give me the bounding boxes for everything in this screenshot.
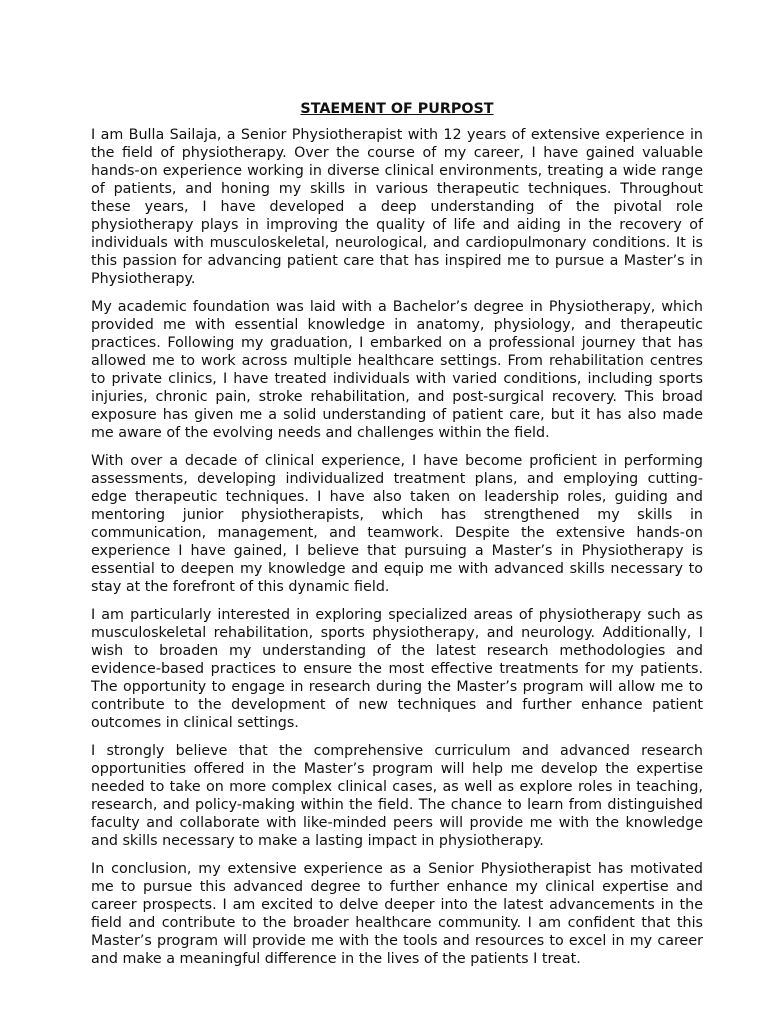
document-title: STAEMENT OF PURPOST: [300, 101, 494, 117]
paragraph-academic-foundation: My academic foundation was laid with a Bachelor’s degree in Physiotherapy, which provided me with essential knowledge in anatomy, physiology, and therapeutic practices. Following my graduation, I embarked on a professional journey that has allowed me to work across multiple healthcare settings. From rehabilitation centres to private clinics, I have treated individuals with varied conditions, including sports injuries, chronic pain, stroke rehabilitation, and post-surgical recovery. This broad exposure has given me a solid understanding of patient care, but it has also made me aware of the evolving needs and challenges within the field.: [91, 299, 703, 441]
paragraph-conclusion: In conclusion, my extensive experience as a Senior Physiotherapist has motivated me to pursue this advanced degree to further enhance my clinical expertise and career prospects. I am excited to delve deeper into the latest advancements in the field and contribute to the broader healthcare community. I am confident that this Master’s program will provide me with the tools and resources to excel in my career and make a meaningful difference in the lives of the patients I treat.: [91, 861, 703, 967]
paragraph-clinical-experience: With over a decade of clinical experience, I have become proficient in performing assessments, developing individualized treatment plans, and employing cutting-edge therapeutic techniques. I have also taken on leadership roles, guiding and mentoring junior physiotherapists, which has strengthened my skills in communication, management, and teamwork. Despite the extensive hands-on experience I have gained, I believe that pursuing a Master’s in Physiotherapy is essential to deepen my knowledge and equip me with advanced skills necessary to stay at the forefront of this dynamic field.: [91, 453, 703, 595]
document-page: [91, 98, 703, 978]
paragraph-introduction: I am Bulla Sailaja, a Senior Physiotherapist with 12 years of extensive experience in the field of physiotherapy. Over the course of my career, I have gained valuable hands-on experience working in diverse clinical environments, treating a wide range of patients, and honing my skills in various therapeutic techniques. Throughout these years, I have developed a deep understanding of the pivotal role physiotherapy plays in improving the quality of life and aiding in the recovery of individuals with musculoskeletal, neurological, and cardiopulmonary conditions. It is this passion for advancing patient care that has inspired me to pursue a Master’s in Physiotherapy.: [91, 127, 703, 287]
paragraph-program-benefits: I strongly believe that the comprehensive curriculum and advanced research opportunities offered in the Master’s program will help me develop the expertise needed to take on more complex clinical cases, as well as explore roles in teaching, research, and policy-making within the field. The chance to learn from distinguished faculty and collaborate with like-minded peers will provide me with the knowledge and skills necessary to make a lasting impact in physiotherapy.: [91, 743, 703, 849]
paragraph-interests: I am particularly interested in exploring specialized areas of physiotherapy such as musculoskeletal rehabilitation, sports physiotherapy, and neurology. Additionally, I wish to broaden my understanding of the latest research methodologies and evidence-based practices to ensure the most effective treatments for my patients. The opportunity to engage in research during the Master’s program will allow me to contribute to the development of new techniques and further enhance patient outcomes in clinical settings.: [91, 607, 703, 731]
